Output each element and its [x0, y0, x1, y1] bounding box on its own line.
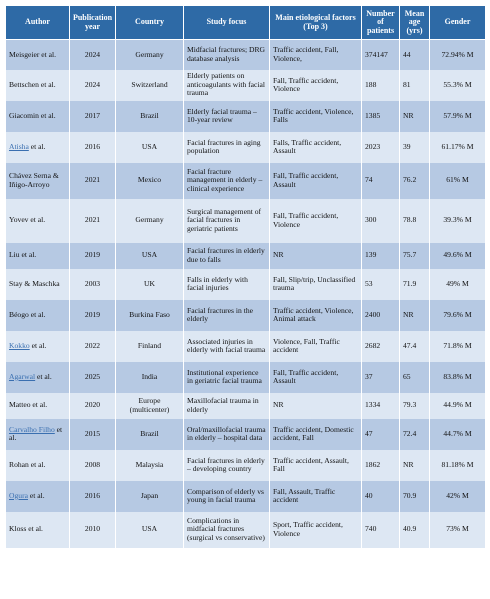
patients-cell: 47	[362, 419, 400, 450]
study-table-container	[5, 5, 485, 548]
gender-cell: 71.8% M	[430, 331, 486, 362]
etiological-factors-cell: Violence, Fall, Traffic accident	[270, 331, 362, 362]
patients-cell: 1385	[362, 101, 400, 132]
author-cell	[6, 362, 70, 393]
gender-cell: 44.9% M	[430, 393, 486, 419]
etiological-factors-cell: Fall, Traffic accident, Violence	[270, 70, 362, 101]
author-cell: Chávez Serna & Iñigo-Arroyo	[6, 163, 70, 199]
mean-age-cell: 72.4	[400, 419, 430, 450]
patients-cell: 74	[362, 163, 400, 199]
country-cell: Japan	[116, 481, 184, 512]
country-cell: Brazil	[116, 101, 184, 132]
mean-age-cell: 39	[400, 132, 430, 163]
author-suffix: et al.	[9, 424, 63, 442]
author-cell: Béogo et al.	[6, 300, 70, 331]
country-cell: UK	[116, 269, 184, 300]
mean-age-cell: 71.9	[400, 269, 430, 300]
gender-cell: 79.6% M	[430, 300, 486, 331]
header-etiological-factors: Main etiological factors (Top 3)	[270, 6, 362, 40]
etiological-factors-cell: Traffic accident, Domestic accident, Fall	[270, 419, 362, 450]
country-cell: USA	[116, 243, 184, 269]
gender-cell: 49.6% M	[430, 243, 486, 269]
study-focus-cell: Complications in midfacial fractures (surgical vs conservative)	[184, 512, 270, 548]
study-focus-cell: Facial fractures in elderly – developing country	[184, 450, 270, 481]
country-cell: Finland	[116, 331, 184, 362]
year-cell: 2015	[70, 419, 116, 450]
study-focus-cell: Midfacial fractures; DRG database analysis	[184, 40, 270, 70]
patients-cell: 53	[362, 269, 400, 300]
gender-cell: 81.18% M	[430, 450, 486, 481]
study-focus-cell: Maxillofacial trauma in elderly	[184, 393, 270, 419]
mean-age-cell: 40.9	[400, 512, 430, 548]
year-cell: 2016	[70, 132, 116, 163]
author-cell: Matteo et al.	[6, 393, 70, 419]
author-cell: Kloss et al.	[6, 512, 70, 548]
header-year: Publication year	[70, 6, 116, 40]
author-cell	[6, 132, 70, 163]
country-cell: Switzerland	[116, 70, 184, 101]
study-focus-cell: Facial fractures in the elderly	[184, 300, 270, 331]
country-cell: India	[116, 362, 184, 393]
table-row	[6, 300, 486, 331]
year-cell: 2024	[70, 40, 116, 70]
patients-cell: 740	[362, 512, 400, 548]
author-cell: Bettschen et al.	[6, 70, 70, 101]
author-cell: Stay & Maschka	[6, 269, 70, 300]
table-row	[6, 331, 486, 362]
header-study-focus: Study focus	[184, 6, 270, 40]
study-focus-cell: Oral/maxillofacial trauma in elderly – hospital data	[184, 419, 270, 450]
etiological-factors-cell: NR	[270, 243, 362, 269]
mean-age-cell: NR	[400, 101, 430, 132]
mean-age-cell: 76.2	[400, 163, 430, 199]
gender-cell: 61% M	[430, 163, 486, 199]
table-row	[6, 40, 486, 70]
author-suffix: et al.	[35, 371, 52, 381]
author-suffix: et al.	[27, 490, 45, 500]
country-cell: Europe (multicenter)	[116, 393, 184, 419]
etiological-factors-cell: NR	[270, 393, 362, 419]
header-country: Country	[116, 6, 184, 40]
gender-cell: 42% M	[430, 481, 486, 512]
header-number-of-patients: Number of patients	[362, 6, 400, 40]
mean-age-cell: 79.3	[400, 393, 430, 419]
author-cell: Liu et al.	[6, 243, 70, 269]
study-focus-cell: Facial fractures in elderly due to falls	[184, 243, 270, 269]
year-cell: 2010	[70, 512, 116, 548]
etiological-factors-cell: Fall, Traffic accident, Violence	[270, 199, 362, 243]
author-cell	[6, 419, 70, 450]
patients-cell: 37	[362, 362, 400, 393]
gender-cell: 57.9% M	[430, 101, 486, 132]
year-cell: 2021	[70, 199, 116, 243]
author-link[interactable]: Agarwal	[9, 371, 36, 381]
year-cell: 2022	[70, 331, 116, 362]
country-cell: Germany	[116, 199, 184, 243]
country-cell: Burkina Faso	[116, 300, 184, 331]
table-row	[6, 70, 486, 101]
author-cell: Meisgeier et al.	[6, 40, 70, 70]
gender-cell: 61.17% M	[430, 132, 486, 163]
author-link[interactable]: Atisha	[9, 141, 29, 151]
year-cell: 2019	[70, 243, 116, 269]
mean-age-cell: 47.4	[400, 331, 430, 362]
author-cell	[6, 331, 70, 362]
study-focus-cell: Facial fracture management in elderly – clinical experience	[184, 163, 270, 199]
patients-cell: 1862	[362, 450, 400, 481]
etiological-factors-cell: Traffic accident, Assault, Fall	[270, 450, 362, 481]
study-focus-cell: Facial fractures in aging population	[184, 132, 270, 163]
author-link[interactable]: Ogura	[9, 490, 28, 500]
gender-cell: 39.3% M	[430, 199, 486, 243]
country-cell: USA	[116, 512, 184, 548]
author-link[interactable]: Kokko	[9, 340, 30, 350]
table-row	[6, 362, 486, 393]
header-row	[6, 6, 486, 40]
patients-cell: 139	[362, 243, 400, 269]
etiological-factors-cell: Traffic accident, Violence, Falls	[270, 101, 362, 132]
year-cell: 2008	[70, 450, 116, 481]
mean-age-cell: 65	[400, 362, 430, 393]
table-row	[6, 243, 486, 269]
etiological-factors-cell: Fall, Assault, Traffic accident	[270, 481, 362, 512]
author-suffix: et al.	[29, 340, 47, 350]
header-author: Author	[6, 6, 70, 40]
patients-cell: 374147	[362, 40, 400, 70]
country-cell: Germany	[116, 40, 184, 70]
mean-age-cell: 75.7	[400, 243, 430, 269]
gender-cell: 72.94% M	[430, 40, 486, 70]
patients-cell: 40	[362, 481, 400, 512]
country-cell: Brazil	[116, 419, 184, 450]
table-row	[6, 101, 486, 132]
author-suffix: et al.	[28, 141, 46, 151]
author-cell: Rohan et al.	[6, 450, 70, 481]
table-row	[6, 199, 486, 243]
gender-cell: 49% M	[430, 269, 486, 300]
table-row	[6, 269, 486, 300]
etiological-factors-cell: Fall, Traffic accident, Assault	[270, 362, 362, 393]
study-focus-cell: Institutional experience in geriatric facial trauma	[184, 362, 270, 393]
mean-age-cell: 44	[400, 40, 430, 70]
author-cell: Yovev et al.	[6, 199, 70, 243]
mean-age-cell: 78.8	[400, 199, 430, 243]
table-body	[6, 40, 486, 548]
gender-cell: 55.3% M	[430, 70, 486, 101]
patients-cell: 1334	[362, 393, 400, 419]
study-focus-cell: Elderly patients on anticoagulants with facial trauma	[184, 70, 270, 101]
etiological-factors-cell: Traffic accident, Violence, Animal attack	[270, 300, 362, 331]
patients-cell: 2400	[362, 300, 400, 331]
study-focus-cell: Surgical management of facial fractures in geriatric patients	[184, 199, 270, 243]
author-link[interactable]: Carvalho Filho	[9, 424, 55, 434]
country-cell: Mexico	[116, 163, 184, 199]
author-cell: Giacomin et al.	[6, 101, 70, 132]
mean-age-cell: 81	[400, 70, 430, 101]
mean-age-cell: NR	[400, 300, 430, 331]
table-row	[6, 393, 486, 419]
patients-cell: 188	[362, 70, 400, 101]
header-mean-age: Mean age (yrs)	[400, 6, 430, 40]
table-row	[6, 481, 486, 512]
study-table	[5, 5, 486, 548]
author-cell	[6, 481, 70, 512]
year-cell: 2025	[70, 362, 116, 393]
table-row	[6, 132, 486, 163]
patients-cell: 2023	[362, 132, 400, 163]
year-cell: 2021	[70, 163, 116, 199]
year-cell: 2003	[70, 269, 116, 300]
year-cell: 2017	[70, 101, 116, 132]
etiological-factors-cell: Fall, Traffic accident, Assault	[270, 163, 362, 199]
study-focus-cell: Elderly facial trauma – 10-year review	[184, 101, 270, 132]
mean-age-cell: NR	[400, 450, 430, 481]
header-gender: Gender	[430, 6, 486, 40]
table-row	[6, 163, 486, 199]
study-focus-cell: Comparison of elderly vs young in facial trauma	[184, 481, 270, 512]
patients-cell: 2682	[362, 331, 400, 362]
table-row	[6, 512, 486, 548]
country-cell: Malaysia	[116, 450, 184, 481]
etiological-factors-cell: Traffic accident, Fall, Violence,	[270, 40, 362, 70]
patients-cell: 300	[362, 199, 400, 243]
study-focus-cell: Falls in elderly with facial injuries	[184, 269, 270, 300]
year-cell: 2019	[70, 300, 116, 331]
year-cell: 2016	[70, 481, 116, 512]
etiological-factors-cell: Sport, Traffic accident, Violence	[270, 512, 362, 548]
mean-age-cell: 70.9	[400, 481, 430, 512]
etiological-factors-cell: Fall, Slip/trip, Unclassified trauma	[270, 269, 362, 300]
country-cell: USA	[116, 132, 184, 163]
year-cell: 2020	[70, 393, 116, 419]
gender-cell: 83.8% M	[430, 362, 486, 393]
etiological-factors-cell: Falls, Traffic accident, Assault	[270, 132, 362, 163]
table-row	[6, 419, 486, 450]
gender-cell: 44.7% M	[430, 419, 486, 450]
gender-cell: 73% M	[430, 512, 486, 548]
table-row	[6, 450, 486, 481]
year-cell: 2024	[70, 70, 116, 101]
study-focus-cell: Associated injuries in elderly with facial trauma	[184, 331, 270, 362]
